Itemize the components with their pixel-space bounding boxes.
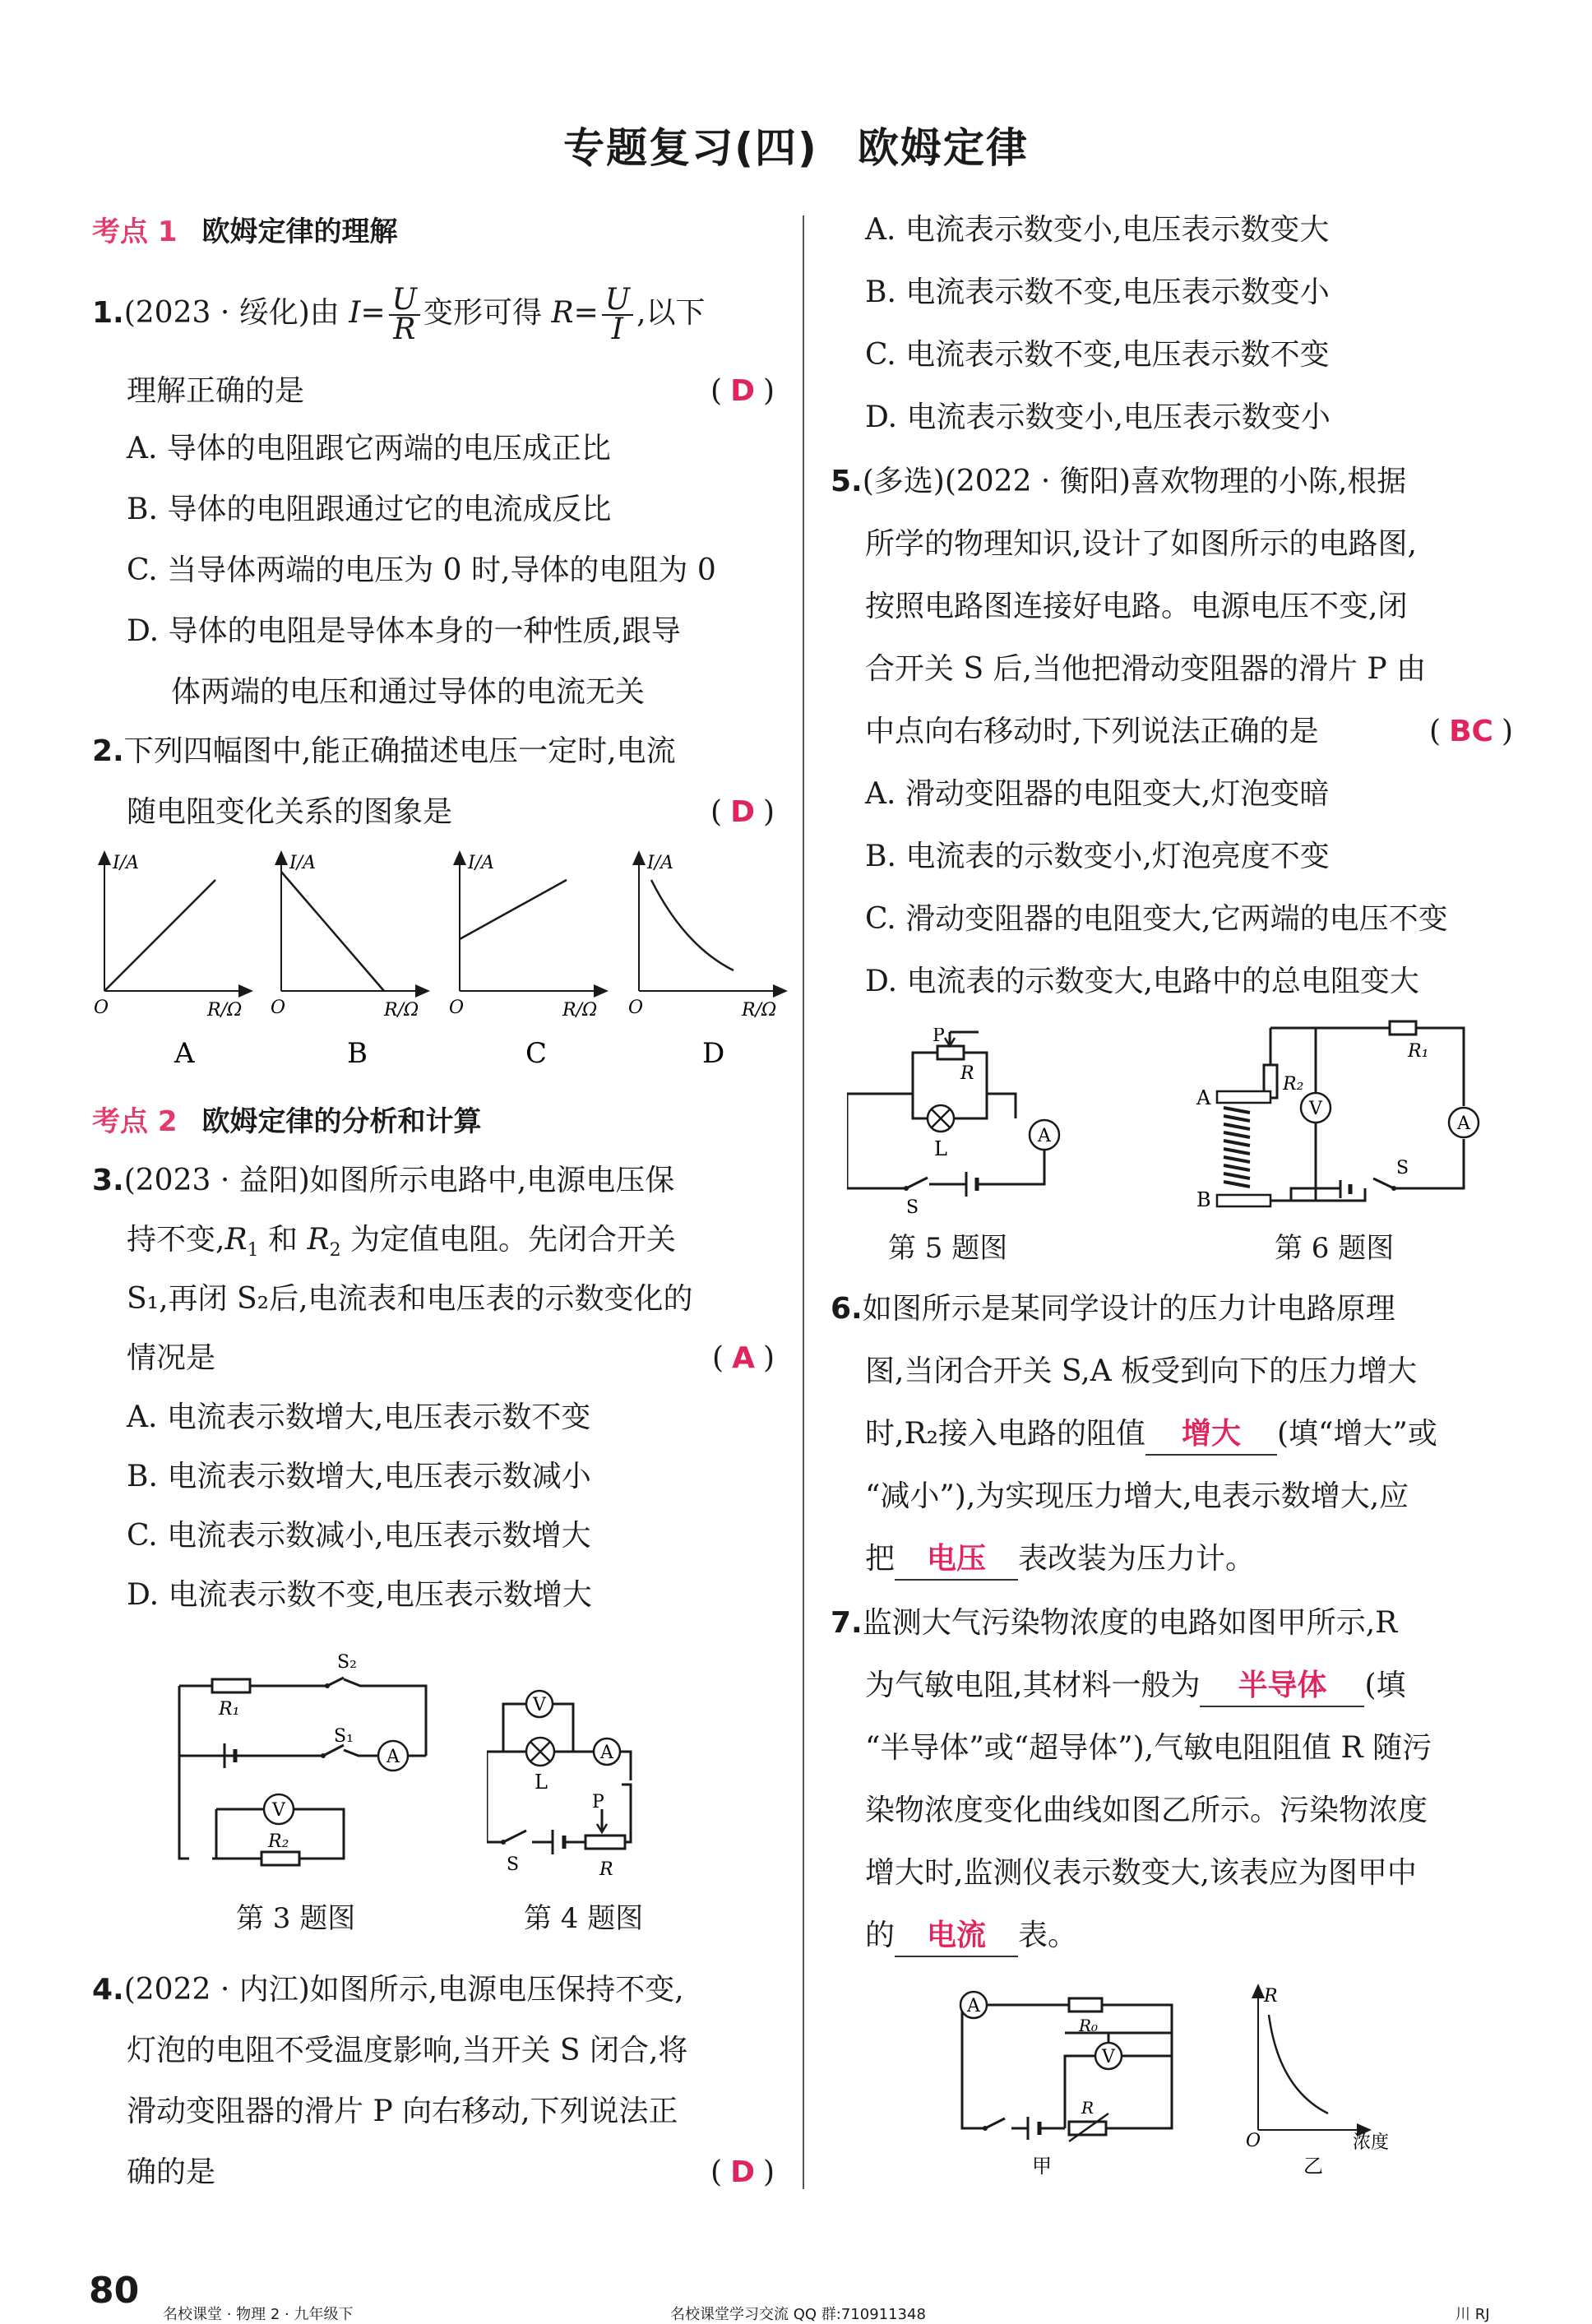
q4-option-d: D. 电流表示数变小,电压表示数变小 <box>865 400 1331 434</box>
graph-b-label: B <box>347 1037 368 1070</box>
svg-text:V: V <box>1309 1099 1322 1119</box>
topic-2-heading <box>92 1102 482 1141</box>
graph-d-curve <box>651 880 734 970</box>
q5-option-a: A. 滑动变阻器的电阻变大,灯泡变暗 <box>865 777 1330 811</box>
fig5-switch <box>906 1178 928 1188</box>
svg-text:O: O <box>94 998 109 1018</box>
q6-stem-line5: 把 电压 表改装为压力计。 <box>865 1539 1255 1581</box>
q4-option-a: A. 电流表示数变小,电压表示数变大 <box>865 213 1330 247</box>
svg-text:S: S <box>906 1197 919 1217</box>
svg-text:I/A: I/A <box>289 853 316 873</box>
fig4-rheostat <box>585 1836 625 1849</box>
q2-stem-line1: 2.下列四幅图中,能正确描述电压一定时,电流 <box>92 734 676 768</box>
q7-stem-line2: 为气敏电阻,其材料一般为 半导体 (填 <box>865 1666 1406 1707</box>
svg-text:R: R <box>599 1859 613 1880</box>
fig3-circuit <box>171 1645 451 1891</box>
svg-text:R/Ω: R/Ω <box>207 1000 243 1021</box>
svg-text:R₂: R₂ <box>1283 1074 1304 1095</box>
q3-option-b: B. 电流表示数增大,电压表示数减小 <box>127 1460 591 1493</box>
q6-stem-line4: “减小”),为实现压力增大,电表示数增大,应 <box>865 1479 1409 1513</box>
q5-stem-line3: 按照电路图连接好电路。电源电压不变,闭 <box>865 590 1408 623</box>
graph-c-label: C <box>525 1037 548 1070</box>
fig7-circuit-jia <box>954 1982 1201 2179</box>
graph-a-line <box>104 880 215 991</box>
fig5-circuit <box>847 1028 1110 1217</box>
graph-b-line <box>281 872 384 991</box>
fig6-r1 <box>1390 1021 1416 1035</box>
graph-a-label: A <box>174 1037 195 1070</box>
q6-stem-line3: 时,R₂接入电路的阻值 增大 (填“增大”或 <box>865 1414 1437 1456</box>
svg-text:V: V <box>533 1695 546 1715</box>
svg-text:S₁: S₁ <box>334 1726 354 1747</box>
q1-stem-line2: 理解正确的是 <box>127 374 305 408</box>
fig5-caption: 第 5 题图 <box>888 1232 1008 1265</box>
q2-graphs <box>92 847 799 1086</box>
svg-text:R₂: R₂ <box>268 1831 289 1852</box>
q5-option-c: C. 滑动变阻器的电阻变大,它两端的电压不变 <box>865 902 1448 936</box>
svg-text:A: A <box>600 1743 613 1763</box>
q5-stem-line1: 5.(多选)(2022 · 衡阳)喜欢物理的小陈,根据 <box>831 465 1407 498</box>
q3-option-c: C. 电流表示数减小,电压表示数增大 <box>127 1519 591 1553</box>
column-divider <box>803 215 804 2189</box>
q3-option-a: A. 电流表示数增大,电压表示数不变 <box>127 1400 591 1434</box>
svg-text:O: O <box>628 998 644 1018</box>
fig3-r2 <box>261 1852 299 1865</box>
q7-stem-line3: “半导体”或“超导体”),气敏电阻阻值 R 随污 <box>865 1731 1432 1765</box>
q4-stem-line1: 4.(2022 · 内江)如图所示,电源电压保持不变, <box>92 1973 684 2007</box>
q7-stem-line1: 7.监测大气污染物浓度的电路如图甲所示,R <box>831 1606 1398 1640</box>
title-sub: 欧姆定律 <box>857 124 1029 172</box>
fig6-circuit <box>1192 1016 1505 1213</box>
fraction-u-over-i: $\frac{U}{I}$ <box>602 286 633 344</box>
q3-option-d: D. 电流表示数不变,电压表示数增大 <box>127 1578 592 1612</box>
svg-text:V: V <box>1102 2047 1115 2067</box>
svg-text:R/Ω: R/Ω <box>742 1000 777 1021</box>
q4-option-c: C. 电流表示数不变,电压表示数不变 <box>865 338 1330 372</box>
topic-1-heading <box>92 212 398 252</box>
svg-text:A: A <box>1196 1086 1211 1109</box>
page-title <box>0 115 1592 174</box>
graph-b <box>271 853 423 1070</box>
svg-text:A: A <box>1457 1113 1470 1134</box>
svg-text:I/A: I/A <box>468 853 494 873</box>
svg-text:A: A <box>386 1747 400 1767</box>
topic-1-label: 欧姆定律的理解 <box>201 215 398 248</box>
q1-option-b: B. 导体的电阻跟通过它的电流成反比 <box>127 493 612 526</box>
svg-text:S: S <box>1396 1158 1409 1178</box>
fig6-switch <box>1373 1178 1394 1188</box>
q5-stem-line4: 合开关 S 后,当他把滑动变阻器的滑片 P 由 <box>865 652 1427 686</box>
q2-stem-line2: 随电阻变化关系的图象是 <box>127 795 453 829</box>
svg-text:R₁: R₁ <box>219 1699 240 1720</box>
svg-text:I/A: I/A <box>113 853 139 873</box>
fig6-plate-b <box>1217 1195 1270 1206</box>
svg-text:S: S <box>507 1854 520 1875</box>
svg-text:P: P <box>592 1792 604 1812</box>
fig4-circuit <box>487 1669 701 1883</box>
q1-option-c: C. 当导体两端的电压为 0 时,导体的电阻为 0 <box>127 553 716 587</box>
graph-a <box>94 853 247 1070</box>
svg-text:R: R <box>960 1063 974 1084</box>
footer-qq-group: 名校课堂学习交流 QQ 群:710911348 <box>670 2306 926 2323</box>
fig5-rheostat <box>937 1046 964 1059</box>
topic-2-tag: 考点 2 <box>92 1105 178 1138</box>
fig7-yi-curve <box>1269 2015 1328 2113</box>
q7-blank-2: 电流 <box>895 1916 1018 1957</box>
svg-text:V: V <box>272 1800 285 1821</box>
q1-option-d-line1: D. 导体的电阻是导体本身的一种性质,跟导 <box>127 614 681 648</box>
q5-option-d: D. 电流表的示数变大,电路中的总电阻变大 <box>865 965 1419 998</box>
svg-text:R: R <box>1264 1986 1278 2007</box>
svg-text:P: P <box>933 1028 945 1046</box>
svg-text:S₂: S₂ <box>337 1652 357 1673</box>
svg-text:R₀: R₀ <box>1079 2016 1099 2035</box>
svg-text:浓度: 浓度 <box>1353 2132 1390 2153</box>
q7-stem-line5: 增大时,监测仪表示数变大,该表应为图甲中 <box>865 1856 1417 1890</box>
q4-stem-line2: 灯泡的电阻不受温度影响,当开关 S 闭合,将 <box>127 2034 688 2067</box>
fig4-caption: 第 4 题图 <box>524 1902 644 1935</box>
q5-stem-line2: 所学的物理知识,设计了如图所示的电路图, <box>865 527 1417 561</box>
fig3-r1 <box>212 1679 250 1692</box>
fig7-switch <box>985 2118 1005 2128</box>
svg-text:O: O <box>271 998 286 1018</box>
q6-blank-1: 增大 <box>1145 1414 1277 1456</box>
q4-stem-line4: 确的是 <box>127 2155 216 2189</box>
svg-text:R₁: R₁ <box>1408 1041 1429 1062</box>
svg-text:A: A <box>1038 1126 1051 1146</box>
fig3-switch-s2 <box>327 1678 344 1686</box>
topic-2-label: 欧姆定律的分析和计算 <box>201 1105 482 1138</box>
title-main: 专题复习(四) <box>563 124 818 172</box>
fig4-switch <box>503 1831 526 1842</box>
topic-1-tag: 考点 1 <box>92 215 178 248</box>
q6-stem-line2: 图,当闭合开关 S,A 板受到向下的压力增大 <box>865 1354 1418 1388</box>
svg-text:L: L <box>535 1771 548 1794</box>
fig7-graph-yi <box>1246 1982 1443 2179</box>
page-number: 80 <box>89 2270 140 2312</box>
q4-stem-line3: 滑动变阻器的滑片 P 向右移动,下列说法正 <box>127 2095 678 2128</box>
fig7-r0 <box>1069 1998 1102 2012</box>
q1-answer: ( D ) <box>710 374 775 408</box>
q4-option-b: B. 电流表示数不变,电压表示数变小 <box>865 275 1330 309</box>
q1-option-d-line2: 体两端的电压和通过导体的电流无关 <box>171 675 646 709</box>
svg-text:O: O <box>1246 2131 1261 2151</box>
q2-answer: ( D ) <box>710 795 775 829</box>
svg-text:R: R <box>1081 2098 1094 2118</box>
fig7-label-jia: 甲 <box>1032 2155 1052 2178</box>
q3-answer: ( A ) <box>712 1341 775 1375</box>
svg-text:R/Ω: R/Ω <box>384 1000 419 1021</box>
graph-c-line <box>460 880 567 939</box>
fig6-caption: 第 6 题图 <box>1275 1232 1395 1265</box>
svg-text:I/A: I/A <box>647 853 673 873</box>
fraction-u-over-r: $\frac{U}{R}$ <box>389 286 420 344</box>
svg-text:O: O <box>449 998 465 1018</box>
q1-option-a: A. 导体的电阻跟它两端的电压成正比 <box>127 432 611 465</box>
q7-blank-1: 半导体 <box>1200 1666 1364 1707</box>
q6-stem-line1: 6.如图所示是某同学设计的压力计电路原理 <box>831 1292 1395 1326</box>
graph-d <box>628 853 781 1070</box>
svg-text:A: A <box>967 1996 980 2016</box>
graph-d-label: D <box>702 1037 725 1070</box>
q6-blank-2: 电压 <box>895 1539 1018 1581</box>
q5-answer: ( BC ) <box>1429 715 1513 748</box>
q3-stem-line3: S₁,再闭 S₂后,电流表和电压表的示数变化的 <box>127 1282 693 1316</box>
graph-c <box>449 853 602 1070</box>
q3-stem-line2: 持不变$,R_1$ 和 $R_2$ 为定值电阻。先闭合开关 <box>127 1223 677 1262</box>
q3-stem-line1: 3.(2023 · 益阳)如图所示电路中,电源电压保 <box>92 1164 675 1197</box>
q7-stem-line6: 的 电流 表。 <box>865 1916 1077 1957</box>
q3-stem-line4: 情况是 <box>127 1341 216 1375</box>
footer-edition: 川 RJ <box>1455 2306 1490 2323</box>
q4-answer: ( D ) <box>710 2155 775 2189</box>
fig6-plate-a <box>1217 1091 1270 1103</box>
q5-stem-line5: 中点向右移动时,下列说法正确的是 <box>865 715 1319 748</box>
svg-text:R/Ω: R/Ω <box>562 1000 598 1021</box>
fig6-spring <box>1224 1108 1250 1187</box>
svg-text:L: L <box>934 1137 947 1160</box>
q7-stem-line4: 染物浓度变化曲线如图乙所示。污染物浓度 <box>865 1794 1428 1827</box>
fig7-label-yi: 乙 <box>1303 2155 1323 2178</box>
q1-stem-line1: 1.(2023 · 绥化)由 I= $\frac{U}{R}$ 变形可得 R= $\frac{U}{I}$ ,以下 <box>92 283 706 346</box>
fig3-caption: 第 3 题图 <box>236 1902 356 1935</box>
svg-text:B: B <box>1196 1188 1211 1211</box>
q5-option-b: B. 电流表的示数变小,灯泡亮度不变 <box>865 840 1330 873</box>
footer-book-title: 名校课堂 · 物理 2 · 九年级下 <box>163 2306 354 2323</box>
